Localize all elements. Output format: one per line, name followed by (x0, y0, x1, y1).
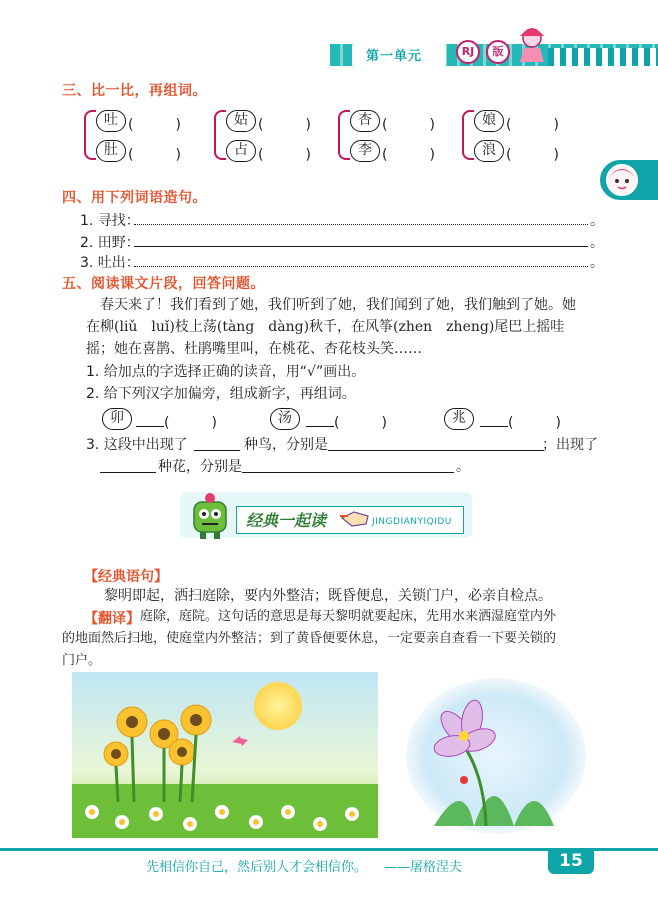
section3-heading: 三、比一比，再组词。 (62, 83, 207, 99)
radical-char-box: 卯 (102, 408, 132, 430)
sentence-item-1-label: 1. 寻找： (80, 213, 140, 229)
answer-blank[interactable]: ( ) (382, 147, 435, 163)
question-3-part3: ；出现了 (542, 437, 598, 453)
end-mark: 。 (590, 255, 604, 271)
brace-icon (214, 110, 226, 160)
passage-line-1: 春天来了！我们看到了她，我们听到了她，我们闻到了她，我们触到了她。她 (100, 297, 576, 313)
classic-quote-tag: 【经典语句】 (84, 569, 168, 585)
question-3-end: 。 (456, 459, 470, 475)
bird-names-blank[interactable] (328, 450, 544, 451)
char-box: 杏 (350, 110, 380, 132)
question-3-part4: 种花，分别是 (158, 459, 242, 475)
radical-blank[interactable] (306, 426, 334, 427)
char-box: 姑 (226, 110, 256, 132)
header-checker-pattern (548, 48, 658, 66)
brace-icon (462, 110, 474, 160)
question-3-part1: 3. 这段中出现了 (86, 437, 188, 453)
question-1: 1. 给加点的字选择正确的读音，用“√”画出。 (86, 364, 366, 380)
classic-quote: 黎明即起，洒扫庭除，要内外整洁；既昏便息，关锁门户，必亲自检点。 (104, 588, 552, 604)
edition-badge-ban: 版 (486, 40, 510, 64)
page-number: 15 (559, 851, 583, 871)
brace-icon (338, 110, 350, 160)
pointing-hand-icon (340, 504, 370, 530)
footer-quote: 先相信你自己，然后别人才会相信你。 (146, 860, 368, 875)
sunflower-field-illustration (72, 672, 378, 838)
answer-blank[interactable]: ( ) (258, 147, 311, 163)
reading-banner-title: 经典一起读 (246, 511, 327, 530)
translation-line-2: 的地面然后扫地，使庭堂内外整洁；到了黄昏便要休息，一定要亲自查看一下要关锁的 (62, 631, 557, 646)
answer-blank[interactable]: ( ) (128, 147, 181, 163)
green-monster-icon (188, 492, 232, 540)
question-3-part2: 种鸟，分别是 (244, 437, 328, 453)
sentence-item-3-label: 3. 吐出： (80, 255, 140, 271)
answer-blank[interactable]: ( ) (506, 117, 559, 133)
bird-count-blank[interactable] (194, 450, 240, 451)
radical-char-box: 汤 (270, 408, 300, 430)
sentence-line-2[interactable] (134, 246, 588, 247)
flower-count-blank[interactable] (100, 472, 156, 473)
brace-icon (84, 110, 96, 160)
answer-blank[interactable]: ( ) (334, 415, 387, 431)
edition-badge-rj: RJ (456, 40, 480, 64)
sentence-item-2-label: 2. 田野： (80, 235, 140, 251)
char-box: 占 (226, 140, 256, 162)
sentence-line-3[interactable] (134, 266, 588, 267)
lily-flower-illustration (404, 676, 588, 836)
answer-blank[interactable]: ( ) (164, 415, 217, 431)
radical-blank[interactable] (136, 426, 164, 427)
unit-label: 第一单元 (366, 49, 423, 64)
flower-names-blank[interactable] (242, 472, 454, 473)
radical-char-box: 兆 (444, 408, 474, 430)
answer-blank[interactable]: ( ) (506, 147, 559, 163)
translation-line-1: 庭除，庭院。这句话的意思是每天黎明就要起床，先用水来洒湿庭堂内外 (140, 609, 557, 624)
footer-author: ——屠格涅夫 (384, 860, 463, 875)
section4-heading: 四、用下列词语造句。 (62, 190, 207, 206)
answer-blank[interactable]: ( ) (508, 415, 561, 431)
radical-blank[interactable] (480, 426, 508, 427)
passage-line-3: 摇；她在喜鹊、杜鹃嘴里叫，在桃花、杏花枝头笑…… (86, 341, 422, 357)
passage-line-2: 在柳(liǔ luǐ)枝上荡(tàng dàng)秋千，在风筝(zhen zheng)尾巴上摇哇 (86, 319, 565, 335)
answer-blank[interactable]: ( ) (258, 117, 311, 133)
girl-face-icon (604, 162, 640, 198)
question-2: 2. 给下列汉字加偏旁，组成新字，再组词。 (86, 386, 356, 402)
reading-banner-pinyin: JINGDIANYIQIDU (372, 517, 452, 527)
char-box: 肚 (96, 140, 126, 162)
end-mark: 。 (590, 235, 604, 251)
answer-blank[interactable]: ( ) (128, 117, 181, 133)
answer-blank[interactable]: ( ) (382, 117, 435, 133)
char-box: 娘 (474, 110, 504, 132)
translation-tag: 【翻译】 (84, 611, 140, 627)
end-mark: 。 (590, 213, 604, 229)
fairy-mascot-icon (512, 22, 552, 66)
sentence-line-1[interactable] (134, 224, 588, 225)
char-box: 吐 (96, 110, 126, 132)
translation-line-3: 门户。 (62, 653, 102, 668)
char-box: 浪 (474, 140, 504, 162)
char-box: 李 (350, 140, 380, 162)
section5-heading: 五、阅读课文片段，回答问题。 (62, 276, 265, 292)
